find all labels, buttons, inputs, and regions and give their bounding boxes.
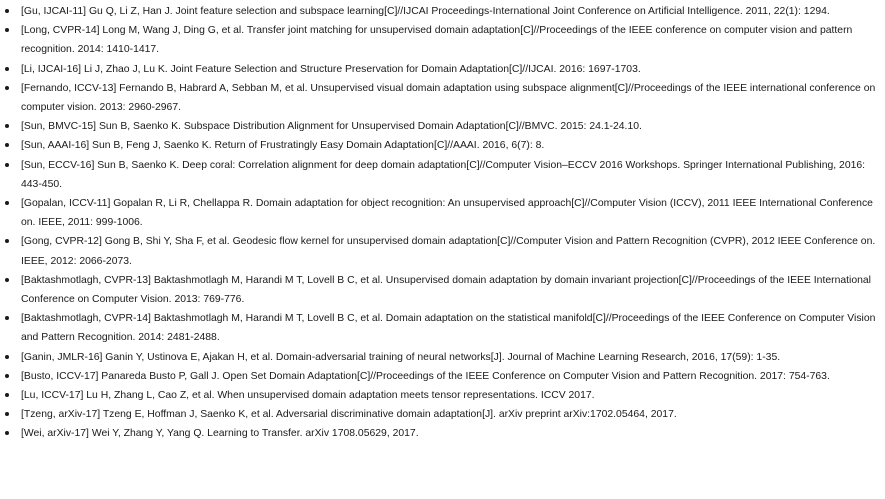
reference-text: [Li, IJCAI-16] Li J, Zhao J, Lu K. Joint Feature Selection and Structure Preservation for Domain Adaptation[C]//IJCAI. 2016: 1697-1703. [21,63,641,75]
bullet-icon [5,431,9,435]
bullet-icon [5,393,9,397]
reference-text: [Baktashmotlagh, CVPR-13] Baktashmotlagh M, Harandi M T, Lovell B C, et al. Unsupervised domain adaptation by domain invariant projection[C]//Proceedings of the IEEE International Conference on Computer Vision. 2013: 769-776. [21,274,871,306]
bullet-icon [5,278,9,282]
reference-text: [Sun, ECCV-16] Sun B, Saenko K. Deep coral: Correlation alignment for deep domain adaptation[C]//Computer Vision–ECCV 2016 Workshops. Springer International Publishing, 2016: 443-450. [21,159,866,190]
reference-text: [Gu, IJCAI-11] Gu Q, Li Z, Han J. Joint feature selection and subspace learning[C]//IJCAI Proceedings-International Joint Conference on Artificial Intelligence. 2011, 22(1): 1294. [21,6,830,17]
bullet-icon [5,412,9,416]
reference-item [0,405,885,424]
bullet-icon [5,316,9,320]
reference-item [0,60,885,79]
reference-item [0,367,885,386]
bullet-icon [5,9,9,13]
reference-item [0,309,885,347]
reference-text: [Gopalan, ICCV-11] Gopalan R, Li R, Chellappa R. Domain adaptation for object recognition: An unsupervised approach[C]//Computer Vision (ICCV), 2011 IEEE International Conference on. IEEE, 2011: 999-1006. [21,198,873,229]
bullet-icon [5,124,9,128]
bullet-icon [5,86,9,90]
reference-item [0,156,885,194]
bullet-icon [5,28,9,32]
bullet-icon [5,201,9,205]
reference-item [0,348,885,367]
reference-item [0,117,885,136]
reference-text: [Busto, ICCV-17] Panareda Busto P, Gall J. Open Set Domain Adaptation[C]//Proceedings of the IEEE Conference on Computer Vision and Pattern Recognition. 2017: 754-763. [21,370,830,382]
bullet-icon [5,143,9,147]
bullet-icon [5,163,9,167]
reference-text: [Tzeng, arXiv-17] Tzeng E, Hoffman J, Saenko K, et al. Adversarial discriminative domain adaptation[J]. arXiv preprint arXiv:1702.05464, 2017. [21,409,677,421]
reference-item [0,424,885,443]
reference-text: [Fernando, ICCV-13] Fernando B, Habrard A, Sebban M, et al. Unsupervised visual domain adaptation using subspace alignment[C]//Proceedings of the IEEE international conference on computer vision. 2013: 2960-2967. [21,82,876,114]
reference-item [0,2,885,21]
reference-item [0,21,885,59]
reference-text: [Sun, BMVC-15] Sun B, Saenko K. Subspace Distribution Alignment for Unsupervised Domain Adaptation[C]//BMVC. 2015: 24.1-24.10. [21,121,642,133]
reference-text: [Sun, AAAI-16] Sun B, Feng J, Saenko K. Return of Frustratingly Easy Domain Adaptation[C]//AAAI. 2016, 6(7): 8. [21,140,545,152]
reference-text: [Baktashmotlagh, CVPR-14] Baktashmotlagh M, Harandi M T, Lovell B C, et al. Domain adaptation on the statistical manifold[C]//Proceedings of the IEEE Conference on Computer Vision and Pattern Recognition. 2014: 2481-2488. [21,313,876,344]
reference-item [0,386,885,405]
bullet-icon [5,374,9,378]
reference-item [0,232,885,270]
reference-list [0,2,885,444]
reference-text: [Wei, arXiv-17] Wei Y, Zhang Y, Yang Q. Learning to Transfer. arXiv 1708.05629, 2017. [21,428,419,440]
reference-item [0,79,885,117]
bullet-icon [5,239,9,243]
reference-item [0,136,885,155]
bullet-icon [5,355,9,359]
reference-text: [Gong, CVPR-12] Gong B, Shi Y, Sha F, et al. Geodesic flow kernel for unsupervised domain adaptation[C]//Computer Vision and Pattern Recognition (CVPR), 2012 IEEE Conference on. IEEE, 2012: 2066-2073. [21,236,876,267]
reference-text: [Lu, ICCV-17] Lu H, Zhang L, Cao Z, et al. When unsupervised domain adaptation meets tensor representations. ICCV 2017. [21,390,595,402]
bullet-icon [5,67,9,71]
reference-item [0,271,885,309]
reference-text: [Long, CVPR-14] Long M, Wang J, Ding G, et al. Transfer joint matching for unsupervised domain adaptation[C]//Proceedings of the IEEE conference on computer vision and pattern recognition. 2014: 1410-1417. [21,25,853,56]
reference-item [0,194,885,232]
reference-text: [Ganin, JMLR-16] Ganin Y, Ustinova E, Ajakan H, et al. Domain-adversarial training of neural networks[J]. Journal of Machine Learning Research, 2016, 17(59): 1-35. [21,351,781,363]
